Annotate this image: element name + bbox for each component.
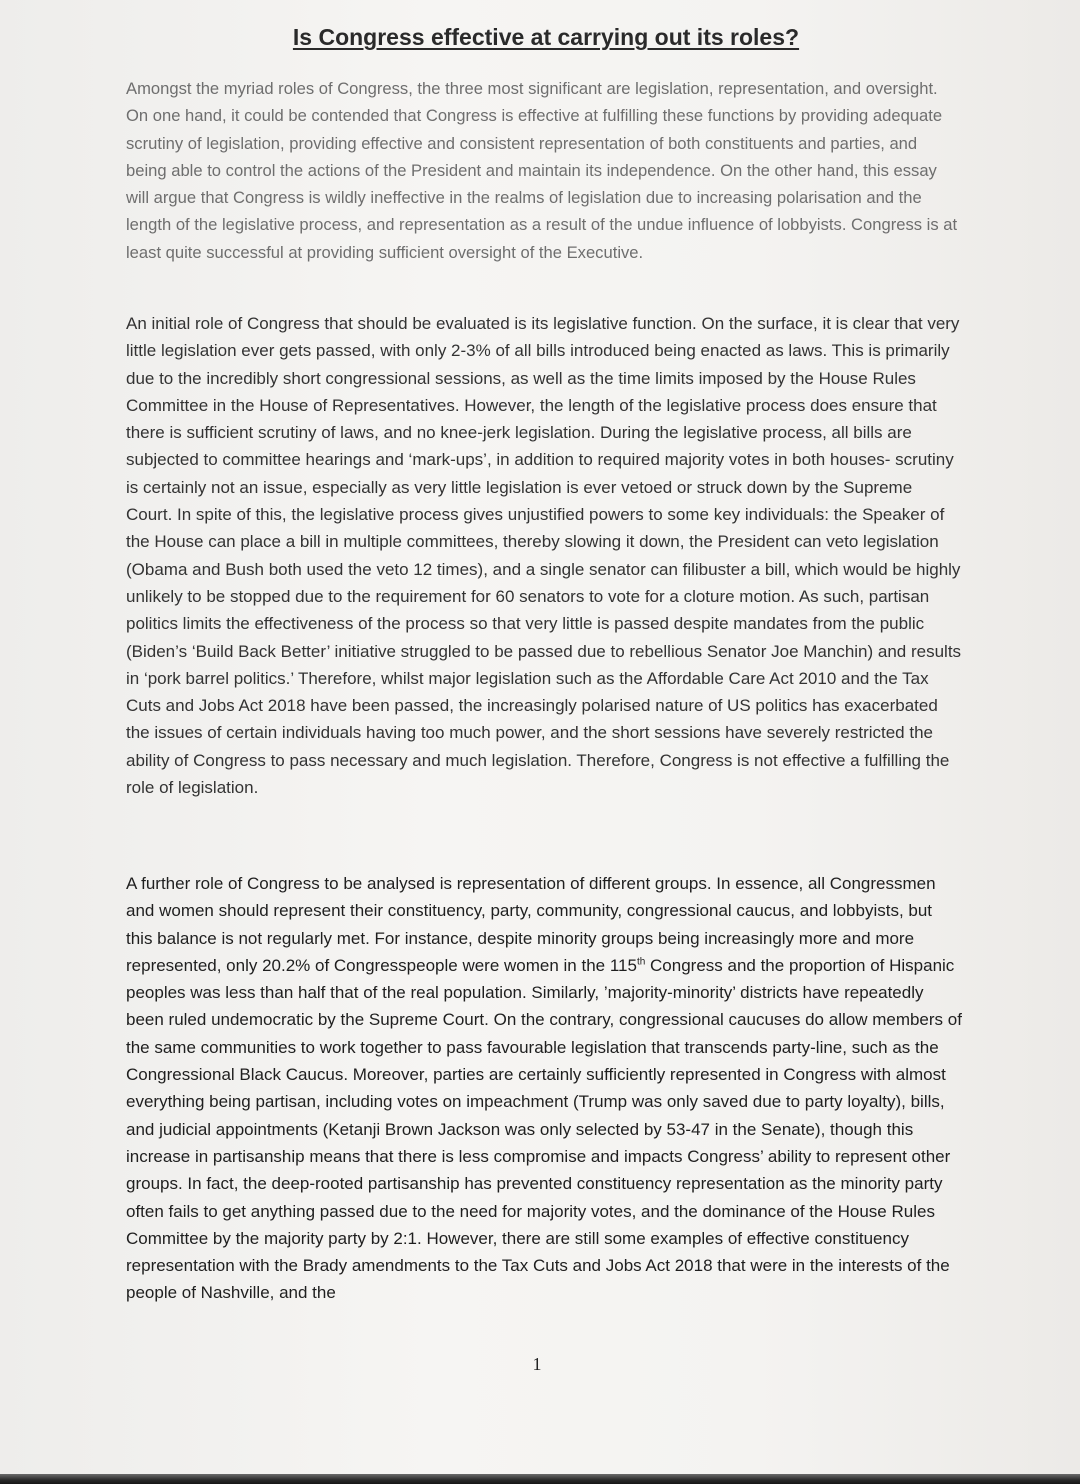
paragraph-representation-text-start: A further role of Congress to be analysed is representation of different groups. In essence, all Congressmen and women should represent their constituency, party, community, congressional caucus, and lobbyists, but this balance is not regularly met. For instance, despite minority groups being increasingly more and more represented, only 20.2% of Congresspeople were women in the 115 — [126, 874, 936, 975]
paragraph-representation-text-end: Congress and the proportion of Hispanic peoples was less than half that of the real population. Similarly, ’majority-minority’ districts have repeatedly been ruled undemocratic by the Supreme Court. On the contrary, congressional caucuses do allow members of the same communities to work together to pass favourable legislation that transcends party-line, such as the Congressional Black Caucus. Moreover, parties are certainly sufficiently represented in Congress with almost everything being partisan, including votes on impeachment (Trump was only saved due to party loyalty), bills, and judicial appointments (Ketanji Brown Jackson was only selected by 53-47 in the Senate), though this increase in partisanship means that there is less compromise and impacts Congress’ ability to represent other groups. In fact, the deep-rooted partisanship has prevented constituency representation as the minority party often fails to get anything passed due to the need for majority votes, and the dominance of the House Rules Committee by the majority party by 2:1. However, there are still some examples of effective constituency representation with the Brady amendments to the Tax Cuts and Jobs Act 2018 that were in the interests of the people of Nashville, and the — [126, 955, 962, 1303]
paragraph-representation — [126, 870, 962, 1307]
paragraph-legislation: An initial role of Congress that should be evaluated is its legislative function. On the surface, it is clear that very little legislation ever gets passed, with only 2-3% of all bills introduced being enacted as laws. This is primarily due to the incredibly short congressional sessions, as well as the time limits imposed by the House Rules Committee in the House of Representatives. However, the length of the legislative process does ensure that there is sufficient scrutiny of laws, and no knee-jerk legislation. During the legislative process, all bills are subjected to committee hearings and ‘mark-ups’, in addition to required majority votes in both houses- scrutiny is certainly not an issue, especially as very little legislation is ever vetoed or struck down by the Supreme Court. In spite of this, the legislative process gives unjustified powers to some key individuals: the Speaker of the House can place a bill in multiple committees, thereby slowing it down, the President can veto legislation (Obama and Bush both used the veto 12 times), and a single senator can filibuster a bill, which would be highly unlikely to be stopped due to the requirement for 60 senators to vote for a cloture motion. As such, partisan politics limits the effectiveness of the process so that very little is passed despite mandates from the public (Biden’s ‘Build Back Better’ initiative struggled to be passed due to rebellious Senator Joe Manchin) and results in ‘pork barrel politics.’ Therefore, whilst major legislation such as the Affordable Care Act 2010 and the Tax Cuts and Jobs Act 2018 have been passed, the increasingly polarised nature of US politics has exacerbated the issues of certain individuals having too much power, and the short sessions have severely restricted the ability of Congress to pass necessary and much legislation. Therefore, Congress is not effective a fulfilling the role of legislation. — [126, 314, 962, 798]
page-number: 1 — [532, 1354, 542, 1374]
essay-title: Is Congress effective at carrying out its roles? — [292, 24, 800, 50]
ordinal-superscript: th — [636, 956, 646, 968]
scan-bottom-edge — [0, 1474, 1080, 1484]
paragraph-introduction: Amongst the myriad roles of Congress, the three most significant are legislation, representation, and oversight. On one hand, it could be contended that Congress is effective at fulfilling these functions by providing adequate scrutiny of legislation, providing effective and consistent representation of both constituents and parties, and being able to control the actions of the President and maintain its independence. On the other hand, this essay will argue that Congress is wildly ineffective in the realms of legislation due to increasing polarisation and the length of the legislative process, and representation as a result of the undue influence of lobbyists. Congress is at least quite successful at providing sufficient oversight of the Executive. — [126, 79, 958, 262]
